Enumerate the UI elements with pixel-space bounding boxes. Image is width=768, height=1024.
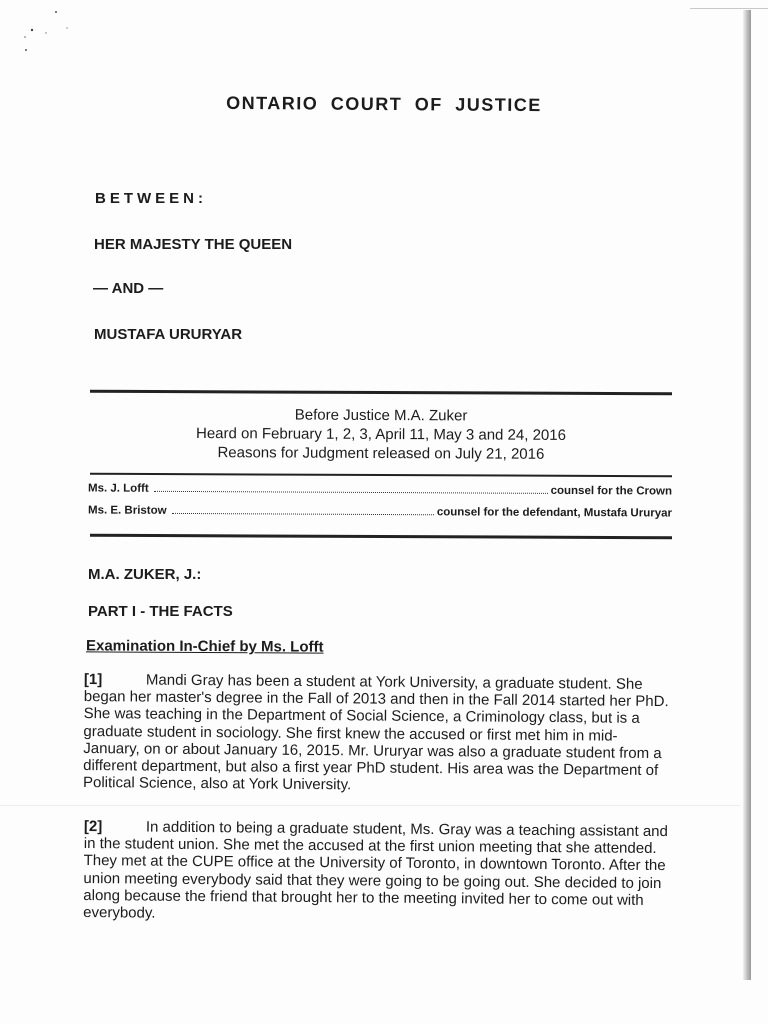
counsel-row	[88, 504, 672, 519]
paragraph-number: [1]	[83, 671, 103, 689]
hearing-block	[90, 404, 672, 464]
scan-edge-line	[690, 8, 768, 9]
paragraph-text: In addition to being a graduate student, Ms. Gray was a teaching assistant and in the student union. She met the accused at the first union meeting that she attended. They met at the CUPE office at the University of Toronto, in downtown Toronto. After the union meeting everybody said that they were going to be going out. She decided to join along because the friend that brought her to the meeting invited her to come out with everybody.	[83, 818, 668, 922]
paragraph-number: [2]	[83, 818, 103, 836]
counsel-name: Ms. J. Lofft	[87, 482, 149, 495]
part-heading: PART I - THE FACTS	[88, 603, 233, 620]
heard-dates-line: Heard on February 1, 2, 3, April 11, May 3 and 24, 2016	[195, 425, 567, 444]
counsel-row	[88, 482, 672, 497]
counsel-name: Ms. E. Bristow	[87, 504, 167, 517]
scan-page-edge	[743, 10, 751, 980]
scan-specks	[18, 8, 88, 58]
counsel-role: counsel for the defendant, Mustafa Ururyar	[436, 506, 673, 520]
reasons-date-line: Reasons for Judgment released on July 21, 2016	[217, 444, 545, 463]
paragraph	[83, 671, 670, 797]
divider-bottom	[90, 534, 672, 540]
court-title: ONTARIO COURT OF JUSTICE	[226, 92, 542, 116]
between-label: BETWEEN:	[95, 190, 207, 207]
paragraph-text: Mandi Gray has been a student at York University, a graduate student. She began her master's degree in the Fall of 2013 and then in the Fall 2014 started her PhD. She was teaching in the Department of Social Science, a Criminology class, but is a graduate student in sociology. She first knew the accused or first met him in mid-January, on or about January 16, 2015. Mr. Ururyar was also a graduate student from a different department, but also a first year PhD student. His area was the Department of Political Science, also at York University.	[82, 671, 669, 794]
divider-top	[90, 390, 672, 396]
judge-heading: M.A. ZUKER, J.:	[88, 566, 202, 583]
dot-leader	[172, 513, 434, 515]
counsel-role: counsel for the Crown	[550, 484, 673, 498]
scan-fold-line	[0, 805, 740, 806]
and-label: — AND —	[93, 280, 164, 297]
party-defendant: MUSTAFA URURYAR	[94, 326, 243, 343]
section-subheading: Examination In-Chief by Ms. Lofft	[85, 637, 324, 656]
divider-middle	[90, 473, 672, 478]
party-crown: HER MAJESTY THE QUEEN	[94, 236, 293, 253]
judge-line: Before Justice M.A. Zuker	[294, 406, 468, 425]
paragraph	[83, 818, 670, 926]
dot-leader	[154, 491, 548, 494]
